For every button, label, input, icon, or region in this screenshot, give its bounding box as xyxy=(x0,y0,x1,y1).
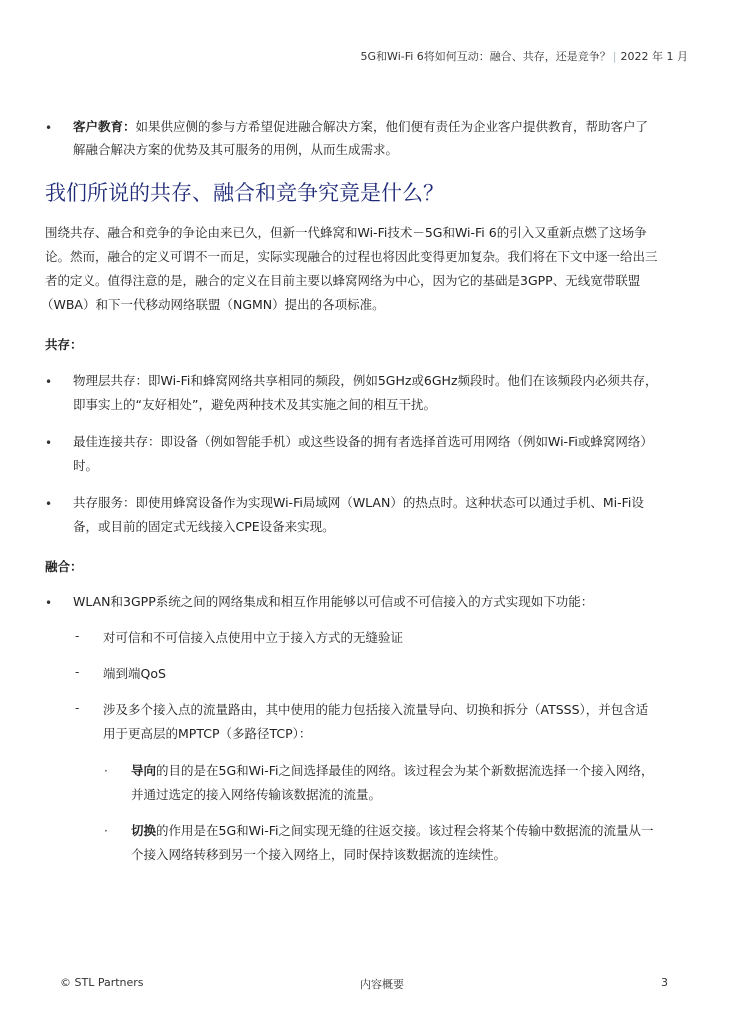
header-date: 2022 年 1 月 xyxy=(620,50,688,63)
sub-item-bold: 切换 xyxy=(131,823,157,838)
coexistence-item-line: 共存服务：即使用蜂窝设备作为实现Wi-Fi局域网（WLAN）的热点时。这种状态可以通过手机、Mi-Fi设 xyxy=(73,495,644,510)
coexistence-item-line: 时。 xyxy=(73,458,99,473)
convergence-dash-item: 涉及多个接入点的流量路由，其中使用的能力包括接入流量导向、切换和拆分（ATSSS），并包含适 xyxy=(103,702,649,717)
header-title: 5G和Wi-Fi 6将如何互动：融合、共存，还是竞争？ xyxy=(360,50,611,63)
intro-bullet-text: 如果供应侧的参与方希望促进融合解决方案，他们便有责任为企业客户提供教育，帮助客户了 xyxy=(135,119,649,134)
intro-bullet-bold: 客户教育： xyxy=(73,119,136,134)
intro-bullet-line-2: 解融合解决方案的优势及其可服务的用例，从而生成需求。 xyxy=(73,142,399,157)
bullet-icon: • xyxy=(45,436,53,450)
running-header xyxy=(361,48,688,64)
coexistence-item-line: 备，或目前的固定式无线接入CPE设备来实现。 xyxy=(73,519,335,534)
sub-item-line: 并通过选定的接入网络传输该数据流的流量。 xyxy=(131,787,382,802)
convergence-title: 融合： xyxy=(45,559,83,574)
footer-copyright: © STL Partners xyxy=(60,976,144,989)
coexistence-title: 共存： xyxy=(45,337,83,352)
paragraph-line: 围绕共存、融合和竞争的争论由来已久，但新一代蜂窝和Wi-Fi技术－5G和Wi-Fi 6的引入又重新点燃了这场争 xyxy=(45,225,647,240)
footer-section: 内容概要 xyxy=(360,978,404,991)
convergence-bullet-text: WLAN和3GPP系统之间的网络集成和相互作用能够以可信或不可信接入的方式实现如下功能： xyxy=(73,594,594,609)
sub-item-text: 的目的是在5G和Wi-Fi之间选择最佳的网络。该过程会为某个新数据流选择一个接入网络， xyxy=(156,763,654,778)
sub-item-bold: 导向 xyxy=(131,763,157,778)
coexistence-item-line: 即事实上的“友好相处”，避免两种技术及其实施之间的相互干扰。 xyxy=(73,397,436,412)
sub-item-line: 个接入网络转移到另一个接入网络上，同时保持该数据流的连续性。 xyxy=(131,847,507,862)
bullet-icon: • xyxy=(45,121,53,135)
dash-marker: - xyxy=(75,665,80,679)
sub-item-line xyxy=(131,822,653,840)
coexistence-item-line: 物理层共存：即Wi-Fi和蜂窝网络共享相同的频段，例如5GHz或6GHz频段时。他们在该频段内必须共存， xyxy=(73,373,658,388)
sub-item-text: 的作用是在5G和Wi-Fi之间实现无缝的往返交接。该过程会将某个传输中数据流的流量从一 xyxy=(156,823,654,838)
paragraph-line: 者的定义。值得注意的是，融合的定义在目前主要以蜂窝网络为中心，因为它的基础是3GPP、无线宽带联盟 xyxy=(45,273,641,288)
dash-marker: - xyxy=(75,629,80,643)
bullet-icon: • xyxy=(45,596,53,610)
dash-marker: - xyxy=(75,701,80,715)
convergence-dash-item: 对可信和不可信接入点使用中立于接入方式的无缝验证 xyxy=(103,630,404,645)
header-separator: | xyxy=(612,50,617,63)
paragraph-line: （WBA）和下一代移动网络联盟（NGMN）提出的各项标准。 xyxy=(41,297,385,312)
small-bullet-icon: · xyxy=(104,824,108,838)
section-heading: 我们所说的共存、融合和竞争究竟是什么？ xyxy=(45,181,444,205)
coexistence-item-line: 最佳连接共存：即设备（例如智能手机）或这些设备的拥有者选择首选可用网络（例如Wi-Fi或蜂窝网络） xyxy=(73,434,653,449)
paragraph-line: 论。然而，融合的定义可谓不一而足，实际实现融合的过程也将因此变得更加复杂。我们将在下文中逐一给出三 xyxy=(45,249,658,264)
bullet-icon: • xyxy=(45,375,53,389)
footer-page-number: 3 xyxy=(661,976,668,989)
small-bullet-icon: · xyxy=(104,764,108,778)
convergence-dash-item: 用于更高层的MPTCP（多路径TCP）： xyxy=(103,726,312,741)
intro-bullet-line-1 xyxy=(73,118,648,136)
convergence-dash-item: 端到端QoS xyxy=(103,666,166,681)
bullet-icon: • xyxy=(45,497,53,511)
sub-item-line xyxy=(131,762,653,780)
